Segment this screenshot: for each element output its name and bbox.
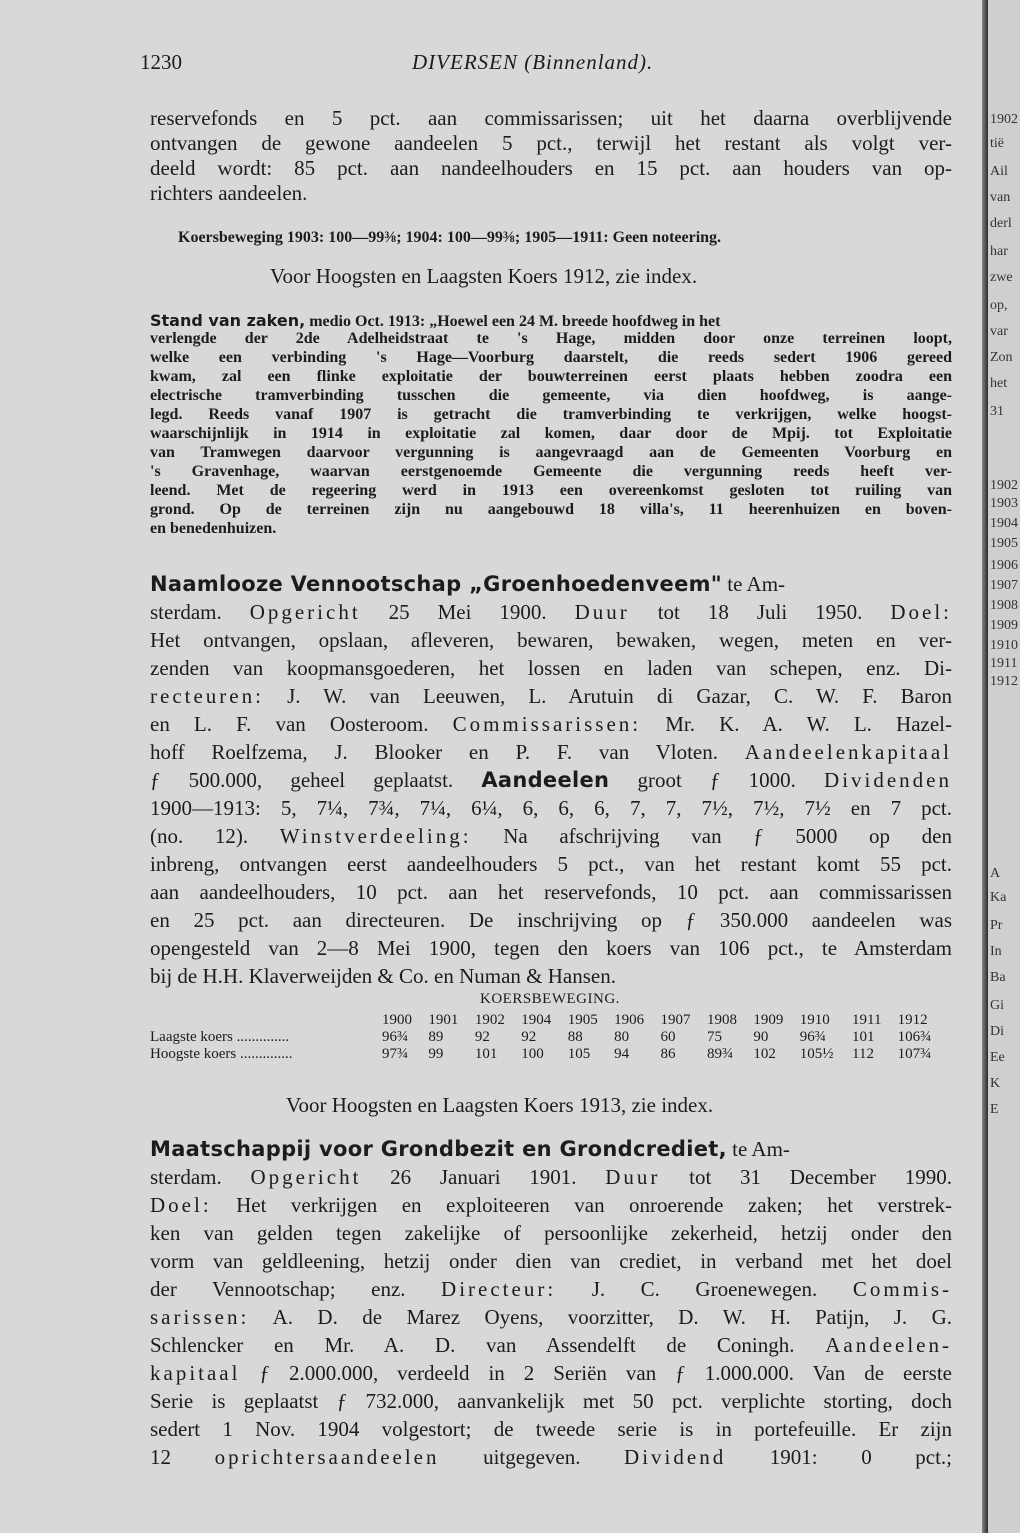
edge-fragment: Ka: [990, 890, 1007, 905]
year-cell: 1911: [852, 1012, 882, 1028]
edge-fragment: tië: [990, 136, 1004, 151]
table-cell: 86: [660, 1046, 676, 1062]
duur-label: Duur: [605, 1165, 661, 1189]
edge-fragment: 1902: [990, 112, 1018, 127]
table-cell: 107¾: [897, 1046, 932, 1062]
edge-fragment: E: [990, 1102, 999, 1117]
groenhoedenveem-entry: Naamlooze Vennootschap „Groenhoedenveem" te Am- sterdam. Opgericht 25 Mei 1900. Duur tot 18 Juli 1950. Doel: Het ontvangen, opslaan, afleveren, bewaren, bewaken, wegen, meten en ver- zenden van koopmansgoederen, het lossen en laden van schepen, enz. Di- recteuren: J. W. van Leeuwen, L. Arutuin di Gazar, C. W. F. Baron en L. F. van Oosteroom. Commissarissen: Mr. K. A. W. L. Hazel- hoff Roelfzema, J. Blooker en P. F. van Vloten. Aandeelenkapitaal ƒ 500.000, geheel geplaatst. Aandeelen groot ƒ 1000. Dividenden 1900—1913: 5, 7¼, 7¾, 7¼, 6¼, 6, 6, 6, 7, 7, 7½, 7½, 7½ en 7 pct. (no. 12). Winstverdeeling: Na afschrijving van ƒ 5000 op den inbreng, ontvangen eerst aandeelhouders 5 pct., van het restant komt 55 pct. aan aandeelhouders, 10 pct. aan het reservefonds, 10 pct. aan commissarissen en 25 pct. aan directeuren. De inschrijving op ƒ 350.000 aandeelen was opengesteld van 2—8 Mei 1900, tegen den koers van 106 pct., te Amsterdam bij de H.H. Klaverweijden & Co. en Numan & Hansen.: [150, 572, 952, 988]
index-note-1913: Voor Hoogsten en Laagsten Koers 1913, zie index.: [286, 1093, 714, 1117]
edge-fragment: het: [990, 376, 1008, 391]
table-row: [150, 1046, 950, 1063]
edge-fragment: op,: [990, 298, 1008, 313]
aandeelenkapitaal-label: Aandeelenkapitaal: [744, 740, 952, 764]
text-line: welke een verbinding 's Hage—Voorburg daarstelt, die reeds sedert 1906 gereed: [150, 349, 952, 366]
aandeelenkapitaal-label: Aandeelen-: [825, 1333, 952, 1357]
year-cell: 1912: [897, 1012, 928, 1028]
year-cell: 1904: [521, 1012, 552, 1028]
aandeelen-label: Aandeelen: [481, 768, 610, 792]
edge-fragment: 1907: [990, 578, 1018, 593]
text-line: ontvangen de gewone aandeelen 5 pct., terwijl het restant als volgt ver-: [150, 131, 952, 155]
edge-fragment: van: [990, 190, 1011, 205]
year-cell: 1907: [660, 1012, 691, 1028]
table-cell: 90: [753, 1029, 769, 1045]
page-number: 1230: [140, 50, 182, 74]
table-cell: 102: [753, 1046, 776, 1062]
winstverdeeling-label: Winstverdeeling:: [279, 824, 472, 848]
running-title: DIVERSEN (Binnenland).: [412, 50, 654, 74]
edge-fragment: 1909: [990, 618, 1018, 633]
stand-label: Stand van zaken,: [150, 311, 306, 330]
table-cell: 88: [567, 1029, 583, 1045]
koersbeweging-1903: Koersbeweging 1903: 100—99⅜; 1904: 100—99⅜; 1905—1911: Geen noteering.: [178, 229, 722, 246]
edge-fragment: 1910: [990, 638, 1018, 653]
text-line: Serie is geplaatst ƒ 732.000, aanvankelijk met 50 pct. verplichte storting, doch: [150, 1389, 952, 1413]
table-cell: 75: [706, 1029, 722, 1045]
year-cell: 1906: [614, 1012, 645, 1028]
text-line: sedert 1 Nov. 1904 volgestort; de tweede serie is in portefeuille. Er zijn: [150, 1417, 952, 1441]
text-line: bij de H.H. Klaverweijden & Co. en Numan & Hansen.: [150, 964, 616, 988]
directeur-label: Directeur:: [441, 1277, 557, 1301]
commissarissen-label: Commissarissen:: [452, 712, 642, 736]
doel-label: Doel:: [890, 600, 952, 624]
table-cell: 89: [428, 1029, 444, 1045]
text-line: aan aandeelhouders, 10 pct. aan het reservefonds, 10 pct. aan commissarissen: [150, 880, 952, 904]
table-cell: 94: [614, 1046, 630, 1062]
text-line: medio Oct. 1913: „Hoewel een 24 M. breede hoofdweg in het: [305, 313, 721, 330]
text-line: deeld wordt: 85 pct. aan nandeelhouders en 15 pct. aan houders van op-: [150, 156, 952, 180]
opgericht-label: Opgericht: [250, 1165, 362, 1189]
row-label: Hoogste koers ..............: [150, 1046, 293, 1062]
edge-fragment: Ba: [990, 970, 1006, 985]
commissarissen-label: sarissen:: [150, 1305, 250, 1329]
dividenden-label: Dividenden: [824, 768, 952, 792]
text-line: inbreng, ontvangen eerst aandeelhouders 5 pct., van het restant komt 55 pct.: [150, 852, 952, 876]
dividend-label: Dividend: [624, 1445, 727, 1469]
table-cell: 97¾: [382, 1046, 409, 1062]
next-page-edge: [988, 0, 1020, 1533]
edge-fragment: Ee: [990, 1050, 1005, 1065]
index-note-1912: Voor Hoogsten en Laagsten Koers 1912, zie index.: [270, 264, 698, 288]
table-cell: 89¾: [706, 1046, 734, 1062]
table-cell: 80: [614, 1029, 630, 1045]
oprichtersaandeelen-label: oprichtersaandeelen: [214, 1445, 440, 1469]
text-line: Het ontvangen, opslaan, afleveren, bewaren, bewaken, wegen, meten en ver-: [150, 628, 952, 652]
grondbezit-entry: Maatschappij voor Grondbezit en Grondcrediet, te Am- sterdam. Opgericht 26 Januari 1901. Duur tot 31 December 1990. Doel: Het verkrijgen en exploiteeren van onroerende zaken; het verstrek- ken van gelden tegen zakelijke of persoonlijke zekerheid, hetzij onder den vorm van geldleening, hetzij onder dien van crediet, in verband met het doel der Vennootschap; enz. Directeur: J. C. Groenewegen. Commis- sarissen: A. D. de Marez Oyens, voorzitter, D. W. H. Patijn, J. G. Schlencker en Mr. A. D. van Assendelft de Coningh. Aandeelen- kapitaal ƒ 2.000.000, verdeeld in 2 Seriën van ƒ 1.000.000. Van de eerste Serie is geplaatst ƒ 732.000, aanvankelijk met 50 pct. verplichte storting, doch sedert 1 Nov. 1904 volgestort; de tweede serie is in portefeuille. Er zijn 12 oprichtersaandeelen uitgegeven. Dividend 1901: 0 pct.;: [150, 1137, 952, 1469]
edge-fragment: 1904: [990, 516, 1018, 531]
text-line: grond. Op de terreinen zijn nu aangebouwd 18 villa's, 11 heerenhuizen en boven-: [150, 501, 952, 518]
text-line: en benedenhuizen.: [150, 520, 277, 537]
koersbeweging-title: KOERSBEWEGING.: [480, 991, 620, 1007]
edge-fragment: var: [990, 324, 1008, 339]
row-label: Laagste koers ..............: [150, 1029, 290, 1045]
text-line: opengesteld van 2—8 Mei 1900, tegen den koers van 106 pct., te Amsterdam: [150, 936, 952, 960]
text-line: leend. Met de regeering werd in 1913 een overeenkomst gesloten tot ruiling van: [150, 482, 952, 499]
text-line: verlengde der 2de Adelheidstraat te 's Hage, midden door onze terreinen loopt,: [150, 330, 952, 347]
intro-paragraph: [150, 106, 952, 206]
edge-fragment: Gi: [990, 998, 1004, 1013]
year-cell: 1900: [382, 1012, 412, 1028]
edge-fragment: har: [990, 244, 1008, 259]
company-title: Maatschappij voor Grondbezit en Grondcrediet,: [150, 1137, 727, 1161]
edge-fragment: Ail: [990, 164, 1008, 179]
text-line: zenden van koopmansgoederen, het lossen en laden van schepen, enz. Di-: [150, 656, 952, 680]
edge-fragment: 1902: [990, 478, 1018, 493]
text-line: electrische tramverbinding tusschen die gemeente, via dien hoofdweg, is aange-: [150, 387, 952, 404]
doel-label: Doel:: [150, 1193, 212, 1217]
edge-fragment: 1911: [990, 656, 1018, 671]
edge-fragment: In: [990, 944, 1002, 959]
text-line: waarschijnlijk in 1914 in exploitatie zal komen, daar door de Mpij. tot Exploitatie: [150, 425, 952, 442]
table-cell: 92: [474, 1029, 490, 1045]
company-title: Naamlooze Vennootschap „Groenhoedenveem": [150, 572, 723, 596]
edge-fragment: Di: [990, 1024, 1004, 1039]
duur-label: Duur: [574, 600, 630, 624]
year-cell: 1902: [474, 1012, 505, 1028]
edge-fragment: K: [990, 1076, 1001, 1091]
edge-fragment: Zon: [990, 350, 1013, 365]
table-cell: 106¾: [897, 1029, 932, 1045]
table-cell: 92: [521, 1029, 537, 1045]
table-cell: 105: [567, 1046, 591, 1062]
commissarissen-label: Commis-: [852, 1277, 952, 1301]
year-cell: 1908: [706, 1012, 737, 1028]
directeuren-label: recteuren:: [150, 684, 264, 708]
edge-fragment: 1903: [990, 496, 1018, 511]
year-cell: 1901: [428, 1012, 459, 1028]
table-cell: 100: [521, 1046, 544, 1062]
text-line: 's Gravenhage, waarvan eerstgenoemde Gemeente die vergunning reeds heeft ver-: [150, 463, 952, 480]
text-line: van Tramwegen daarvoor vergunning is aangevraagd aan de Gemeenten Voorburg en: [150, 444, 952, 461]
edge-fragment: 1912: [990, 674, 1018, 689]
text-line: vorm van geldleening, hetzij onder dien van crediet, in verband met het doel: [150, 1249, 952, 1273]
table-header-row: [150, 1012, 950, 1029]
table-cell: 105½: [799, 1046, 834, 1062]
edge-fragment: 1905: [990, 536, 1018, 551]
text-line: reservefonds en 5 pct. aan commissarissen; uit het daarna overblijvende: [150, 106, 952, 130]
table-cell: 101: [852, 1029, 875, 1045]
table-cell: 101: [474, 1046, 498, 1062]
table-cell: 99: [428, 1046, 444, 1062]
table-cell: 96¾: [382, 1029, 409, 1045]
edge-fragment: 31: [990, 404, 1004, 419]
text-line: richters aandeelen.: [150, 181, 308, 205]
text-line: kwam, zal een flinke exploitatie der bouwterreinen eerst plaats hebben zoodra een: [150, 368, 952, 385]
table-cell: 60: [660, 1029, 676, 1045]
table-cell: 112: [852, 1046, 874, 1062]
edge-fragment: 1908: [990, 598, 1018, 613]
year-cell: 1905: [567, 1012, 598, 1028]
text-line: en 25 pct. aan directeuren. De inschrijving op ƒ 350.000 aandeelen was: [150, 908, 952, 932]
aandeelenkapitaal-label: kapitaal: [150, 1361, 241, 1385]
edge-fragment: A: [990, 866, 1001, 881]
text-line: legd. Reeds vanaf 1907 is getracht die tramverbinding te verkrijgen, welke hoogst-: [150, 406, 952, 423]
edge-fragment: derl: [990, 216, 1012, 231]
year-cell: 1910: [799, 1012, 830, 1028]
koersbeweging-table: [150, 1012, 950, 1063]
edge-fragment: 1906: [990, 558, 1018, 573]
edge-fragment: Pr: [990, 918, 1003, 933]
stand-van-zaken: [150, 311, 952, 551]
text-line: 1900—1913: 5, 7¼, 7¾, 7¼, 6¼, 6, 6, 6, 7, 7, 7½, 7½, 7½ en 7 pct.: [150, 796, 952, 820]
table-row: [150, 1029, 950, 1046]
edge-fragment: zwe: [990, 270, 1013, 285]
text-line: ken van gelden tegen zakelijke of persoonlijke zekerheid, hetzij onder den: [150, 1221, 952, 1245]
table-cell: 96¾: [799, 1029, 827, 1045]
opgericht-label: Opgericht: [249, 600, 361, 624]
year-cell: 1909: [753, 1012, 784, 1028]
